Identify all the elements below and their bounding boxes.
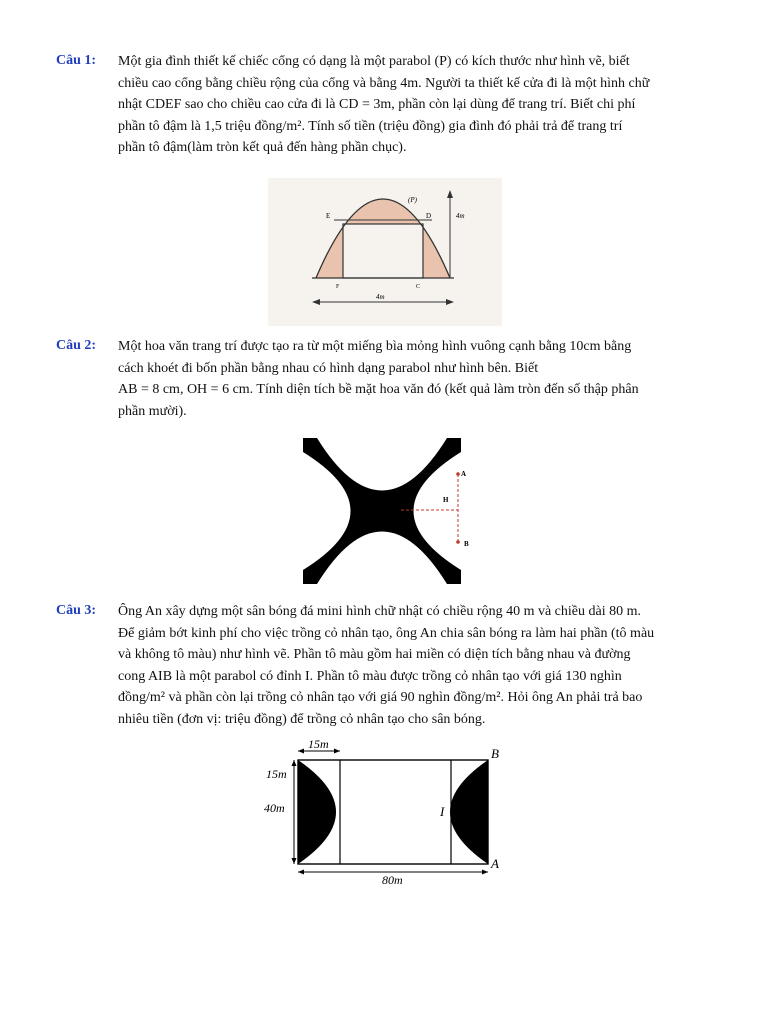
question-1-label: Câu 1: (56, 53, 97, 68)
label-a: A (491, 856, 499, 871)
label-h: H (443, 496, 449, 504)
question-3-line: cong AIB là một parabol có đỉnh I. Phần tô màu được trồng cỏ nhân tạo với giá 130 nghìn (118, 668, 622, 684)
label-d: D (426, 212, 432, 220)
question-3-line: Để giảm bớt kinh phí cho việc trồng cỏ nhân tạo, ông An chia sân bóng ra làm hai phần (tô màu (118, 625, 655, 641)
label-e: E (326, 212, 331, 220)
question-3-label: Câu 3: (56, 603, 97, 618)
label-parabola: (P) (408, 196, 417, 204)
label-width: 4m (376, 293, 385, 301)
gate-parabola-figure (268, 178, 502, 326)
label-c: C (416, 284, 421, 290)
question-3-text (118, 601, 718, 730)
label-a: A (461, 470, 467, 478)
question-1-line: nhật CDEF sao cho chiều cao cửa đi là CD = 3m, phần còn lại dùng để trang trí. Biết chi phí (118, 97, 636, 112)
question-1-line: phần tô đậm(làm tròn kết quả đến hàng phần chục). (118, 140, 407, 155)
question-1-line: Một gia đình thiết kế chiếc cổng có dạng là một parabol (P) có kích thước như hình vẽ, biết (118, 54, 630, 69)
question-3-line: nhiêu tiền (đơn vị: triệu đồng) để trồng cỏ nhân tạo cho sân bóng. (118, 711, 486, 727)
football-field-figure (258, 734, 508, 890)
question-3-line: và không tô màu) như hình vẽ. Phần tô màu gồm hai miền có diện tích bằng nhau và đường (118, 647, 631, 662)
label-i: I (440, 804, 445, 819)
label-b: B (491, 746, 499, 761)
question-2-line: phần mười). (118, 403, 187, 419)
question-2-label: Câu 2: (56, 338, 97, 353)
label-left-15m: 15m (266, 767, 287, 781)
question-2-line: cách khoét đi bốn phần bằng nhau có hình dạng parabol như hình bên. Biết (118, 360, 539, 376)
label-height: 4m (456, 212, 465, 220)
question-2-line: AB = 8 cm, OH = 6 cm. Tính diện tích bề mặt hoa văn đó (kết quả làm tròn đến số thập phân (118, 382, 639, 397)
question-1-line: chiều cao cổng bằng chiều rộng của cổng và bằng 4m. Người ta thiết kế cửa đi là một hình chữ (118, 75, 650, 91)
question-2-line: Một hoa văn trang trí được tạo ra từ một miếng bìa mỏng hình vuông cạnh bằng 10cm bằng (118, 339, 632, 354)
question-3-line: Ông An xây dựng một sân bóng đá mini hình chữ nhật có chiều rộng 40 m và chiều dài 80 m. (118, 604, 641, 619)
label-o: O (406, 502, 412, 510)
label-f: F (336, 284, 340, 290)
question-3-line: đồng/m² và phần còn lại trồng cỏ nhân tạo với giá 90 nghìn đồng/m². Hỏi ông An phải trả bao (118, 690, 643, 705)
label-top-15m: 15m (308, 737, 329, 751)
label-left-40m: 40m (264, 801, 285, 815)
label-bottom-80m: 80m (382, 873, 403, 887)
question-1-text (118, 51, 718, 159)
question-1-line: phần tô đậm là 1,5 triệu đồng/m². Tính số tiền (triệu đồng) gia đình đó phải trả để trang trí (118, 118, 623, 134)
parabola-pattern-figure (303, 438, 483, 584)
question-2-text (118, 336, 718, 422)
label-b: B (464, 540, 469, 548)
